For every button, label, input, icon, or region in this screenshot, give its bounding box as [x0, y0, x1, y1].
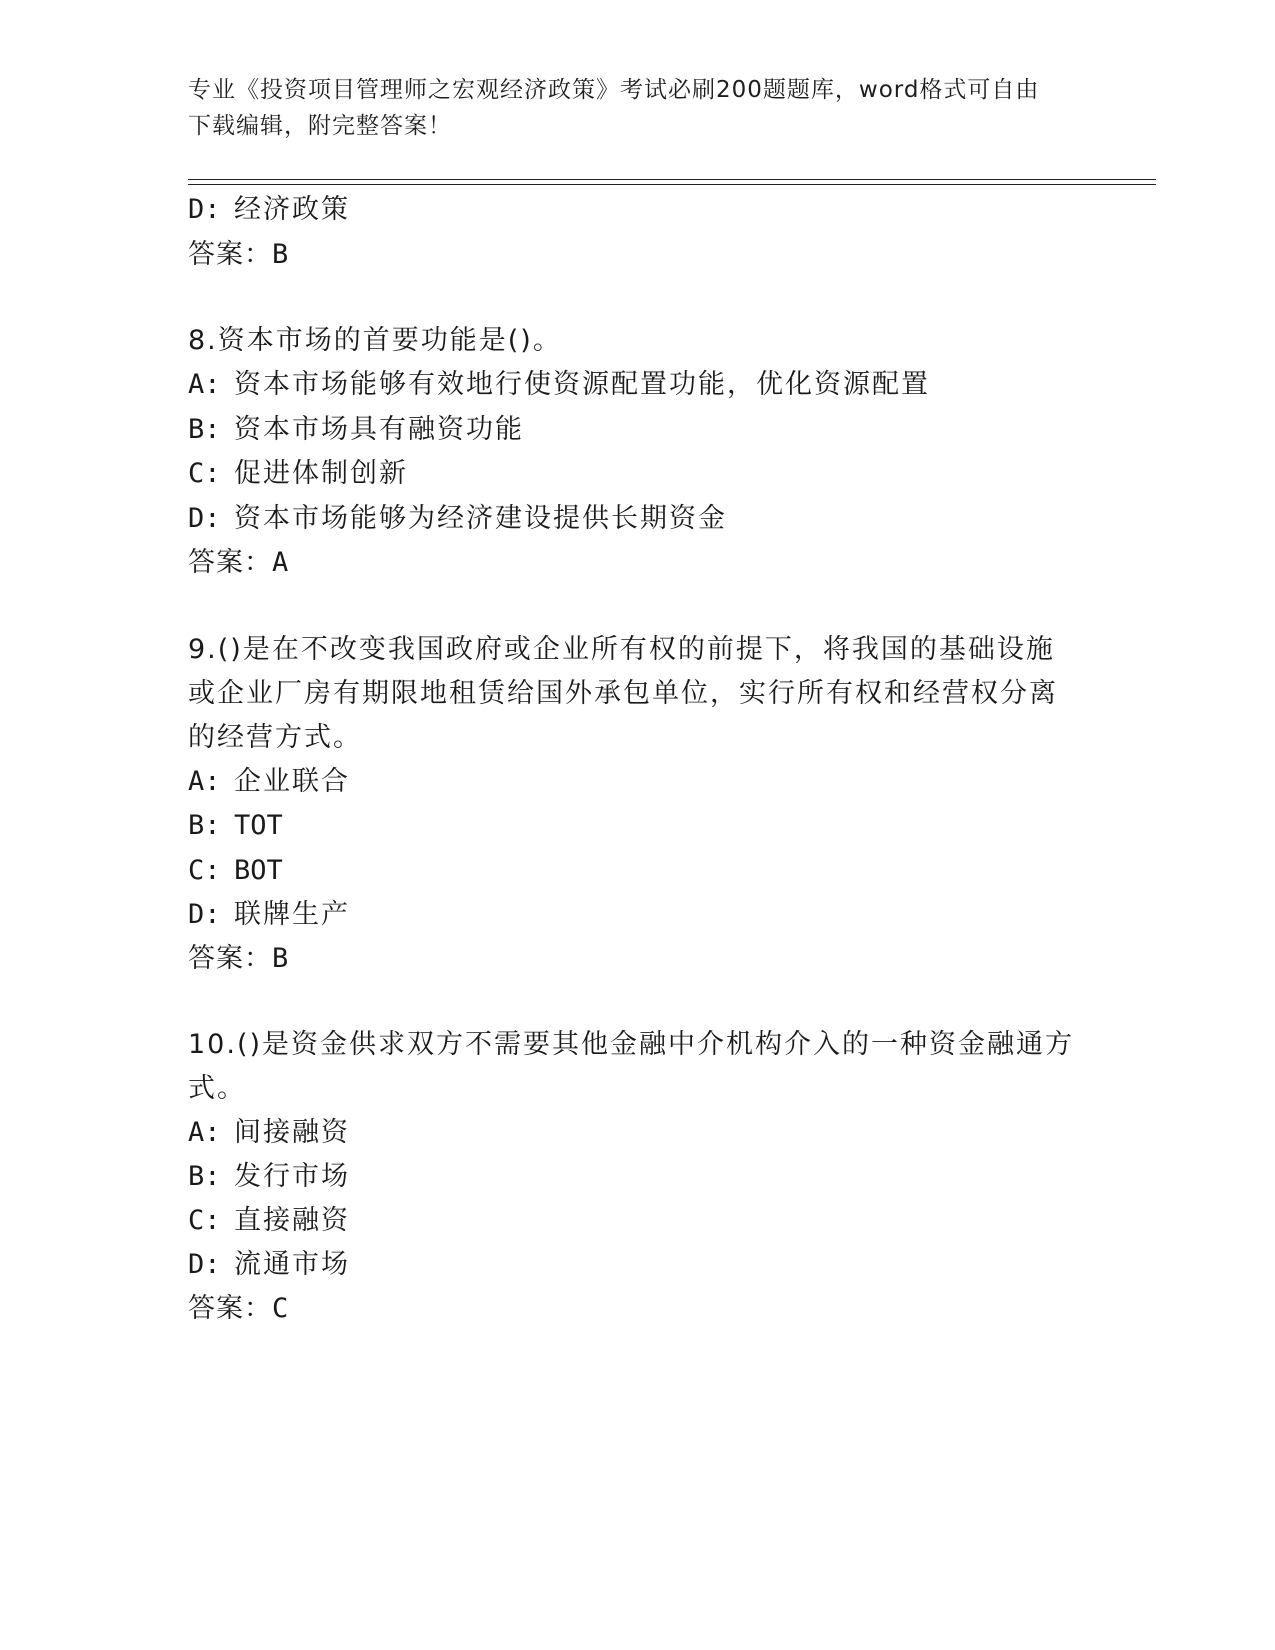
- q7-answer: [188, 232, 289, 278]
- q10-option-b: [188, 1154, 350, 1200]
- option-letter: C:: [188, 855, 221, 886]
- option-text: 发行市场: [234, 1161, 350, 1192]
- option-letter: A:: [188, 1117, 221, 1148]
- option-text: 直接融资: [234, 1205, 350, 1236]
- q9-answer: [188, 936, 289, 982]
- header-divider-top: [188, 179, 1156, 180]
- q10-answer: [188, 1286, 289, 1332]
- q8-option-d: [188, 496, 727, 542]
- q8-option-b: [188, 407, 524, 453]
- option-text: 资本市场能够有效地行使资源配置功能，优化资源配置: [234, 369, 930, 400]
- q9-stem-line-1: 9.()是在不改变我国政府或企业所有权的前提下，将我国的基础设施: [188, 634, 1055, 665]
- q9-option-b: [188, 803, 283, 849]
- q10-option-a: [188, 1110, 350, 1156]
- q9-option-c: [188, 848, 283, 894]
- answer-value: C: [272, 1293, 290, 1324]
- option-letter: D:: [188, 899, 221, 930]
- q8-answer: [188, 540, 289, 586]
- q10-stem-line-1: 10.()是资金供求双方不需要其他金融中介机构介入的一种资金融通方: [188, 1029, 1075, 1060]
- q8-option-a: [188, 362, 930, 408]
- option-text: 间接融资: [234, 1117, 350, 1148]
- answer-label: 答案：: [188, 1293, 272, 1324]
- header-line-2: 下载编辑，附完整答案！: [188, 113, 452, 139]
- option-letter: C:: [188, 1205, 221, 1236]
- answer-value: B: [272, 239, 290, 270]
- option-letter: D:: [188, 194, 221, 225]
- answer-value: A: [272, 547, 290, 578]
- option-letter: A:: [188, 766, 221, 797]
- option-text: BOT: [234, 855, 283, 886]
- option-letter: B:: [188, 810, 221, 841]
- option-letter: D:: [188, 1249, 221, 1280]
- option-letter: A:: [188, 369, 221, 400]
- answer-label: 答案：: [188, 547, 272, 578]
- answer-value: B: [272, 943, 290, 974]
- answer-label: 答案：: [188, 239, 272, 270]
- q9-option-a: [188, 759, 350, 805]
- q10-stem-line-2: 式。: [188, 1073, 246, 1104]
- q9-stem-line-2: 或企业厂房有期限地租赁给国外承包单位，实行所有权和经营权分离: [188, 678, 1058, 709]
- q10-option-d: [188, 1242, 350, 1288]
- option-text: 流通市场: [234, 1249, 350, 1280]
- q9-option-d: [188, 892, 350, 938]
- q8-stem: 8.资本市场的首要功能是()。: [188, 325, 562, 356]
- option-letter: D:: [188, 503, 221, 534]
- option-letter: B:: [188, 414, 221, 445]
- q8-option-c: [188, 451, 408, 497]
- option-text: 资本市场具有融资功能: [234, 414, 524, 445]
- q9-stem-line-3: 的经营方式。: [188, 722, 362, 753]
- option-text: 促进体制创新: [234, 458, 408, 489]
- option-text: 联牌生产: [234, 899, 350, 930]
- q7-option-d: [188, 187, 350, 233]
- document-header: [188, 72, 1068, 144]
- answer-label: 答案：: [188, 943, 272, 974]
- option-text: 经济政策: [234, 194, 350, 225]
- option-text: 资本市场能够为经济建设提供长期资金: [234, 503, 727, 534]
- header-divider-bottom: [188, 184, 1156, 185]
- option-text: 企业联合: [234, 766, 350, 797]
- q10-option-c: [188, 1198, 350, 1244]
- option-letter: B:: [188, 1161, 221, 1192]
- option-letter: C:: [188, 458, 221, 489]
- option-text: TOT: [234, 810, 283, 841]
- header-line-1: 专业《投资项目管理师之宏观经济政策》考试必刷200题题库，word格式可自由: [188, 77, 1040, 103]
